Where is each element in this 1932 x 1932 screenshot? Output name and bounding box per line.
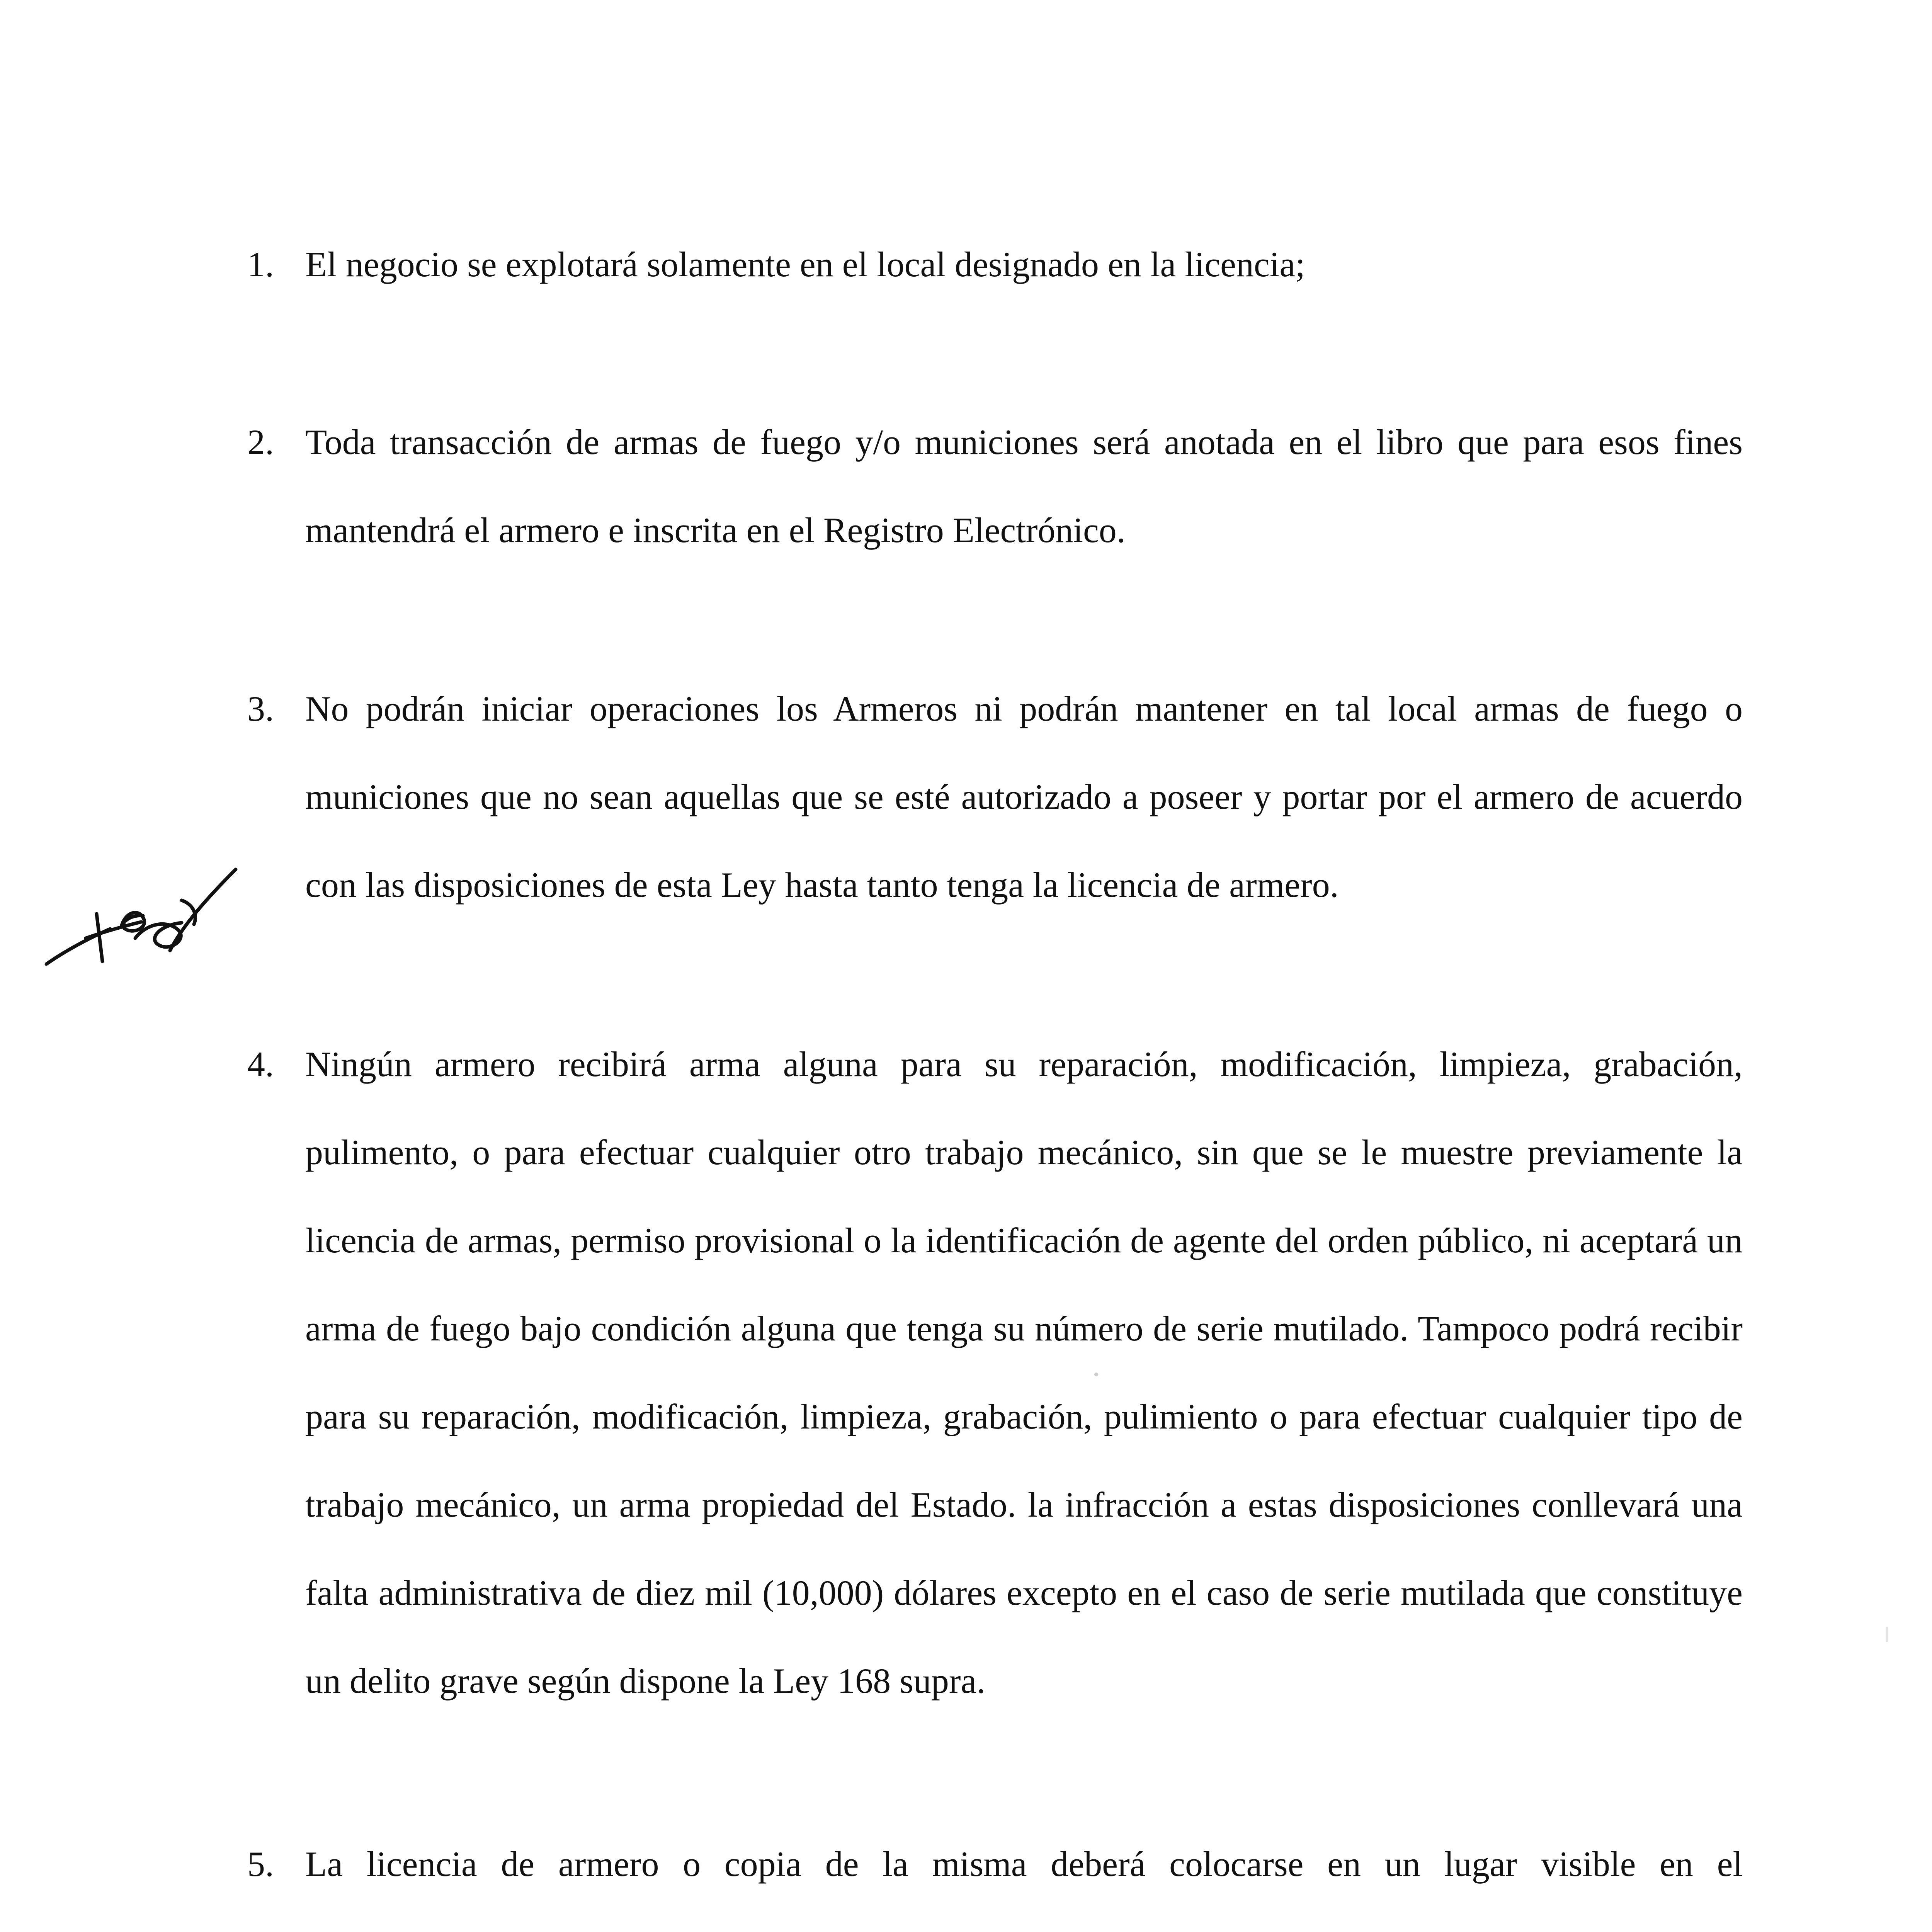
- list-item-number: 1.: [247, 245, 274, 284]
- list-item-text: El negocio se explotará solamente en el local designado en la licencia;: [305, 245, 1305, 284]
- list-item-text: La licencia de armero o copia de la misma deberá colocarse en un lugar visible en el: [305, 1844, 1743, 1884]
- list-item-text: Toda transacción de armas de fuego y/o municiones será anotada en el libro que para esos fines mantendrá el armero e inscrita en el Registro Electrónico.: [305, 422, 1743, 550]
- list-item-text: Ningún armero recibirá arma alguna para su reparación, modificación, limpieza, grabación, pulimento, o para efectuar cualquier otro trabajo mecánico, sin que se le muestre previamente la licencia de armas, permiso provisional o la identificación de agente del orden público, ni aceptará un arma de fuego bajo condición alguna que tenga su número de serie mutilado. Tampoco podrá recibir para su reparación, modificación, limpieza, grabación, pulimiento o para efectuar cualquier tipo de trabajo mecánico, un arma propiedad del Estado. la infracción a estas disposiciones conllevará una falta administrativa de diez mil (10,000) dólares excepto en el caso de serie mutilada que constituye un delito grave según dispone la Ley 168 supra.: [305, 1044, 1743, 1701]
- list-item-text: No podrán iniciar operaciones los Armeros ni podrán mantener en tal local armas de fuego o municiones que no sean aquellas que se esté autorizado a poseer y portar por el armero de acuerdo con las disposiciones de esta Ley hasta tanto tenga la licencia de armero.: [305, 689, 1743, 905]
- handwritten-initials-signature: [43, 846, 243, 978]
- scan-speck: [1094, 1372, 1098, 1376]
- list-item-number: 5.: [247, 1844, 274, 1884]
- list-item-number: 4.: [247, 1044, 274, 1084]
- list-item-number: 3.: [247, 689, 274, 728]
- list-item-number: 2.: [247, 422, 274, 462]
- scan-speck: [1886, 1627, 1888, 1642]
